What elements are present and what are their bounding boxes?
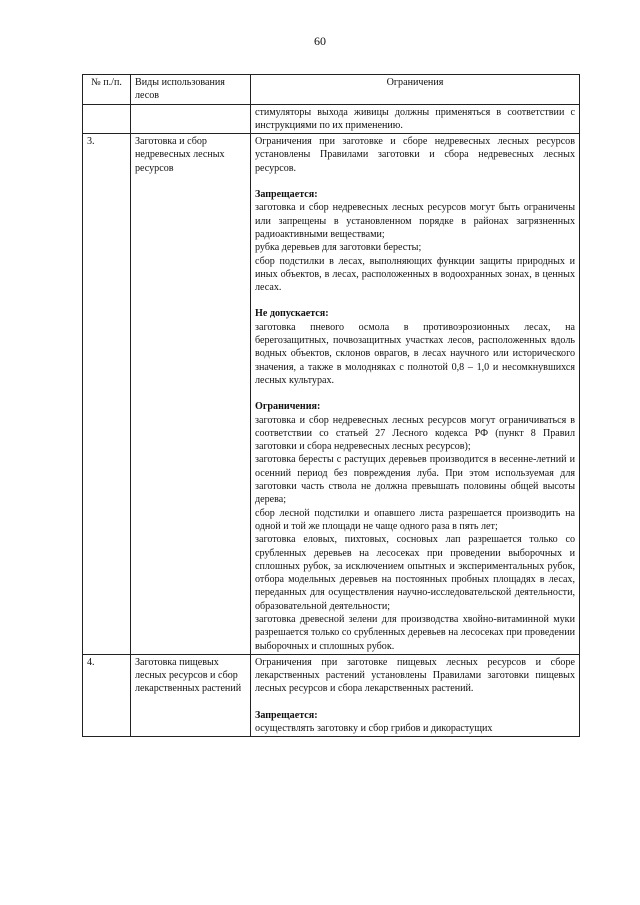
not-allowed-heading: Не допускается: — [255, 308, 329, 320]
prohibited-heading: Запрещается: — [255, 189, 318, 201]
header-number: № п./п. — [83, 75, 131, 105]
row-limits — [251, 654, 580, 736]
restrictions-heading: Ограничения: — [255, 401, 321, 413]
cell-empty — [131, 104, 251, 134]
continuation-text: стимуляторы выхода живицы должны применяться в соответствии с инструкциями по их применению. — [251, 104, 580, 134]
page-number: 60 — [314, 34, 326, 48]
list-item: осуществлять заготовку и сбор грибов и дикорастущих — [255, 723, 493, 735]
row-use-type: Заготовка пищевых лесных ресурсов и сбор лекарственных растений — [131, 654, 251, 736]
list-item: заготовка пневого осмола в противоэрозионных лесах, на берегозащитных, почвозащитных участках лесов, расположенных вдоль водных объектов, склонов оврагов, в лесах научного или исторического значения, а также в молодняках с полнотой 0,8 – 1,0 и несомкнувшихся лесных культурах. — [255, 321, 575, 386]
list-item: рубка деревьев для заготовки бересты; — [255, 242, 422, 254]
restrictions-table — [82, 74, 580, 737]
cell-empty — [83, 104, 131, 134]
row-limits — [251, 134, 580, 655]
list-item: заготовка и сбор недревесных лесных ресурсов могут ограничиваться в соответствии со статьей 27 Лесного кодекса РФ (пункт 8 Правил заготовки и сбора недревесных лесных ресурсов); — [255, 414, 575, 453]
prohibited-heading: Запрещается: — [255, 709, 318, 721]
list-item: сбор лесной подстилки и опавшего листа разрешается производить на одной и той же площади не чаще одного раза в пять лет; — [255, 507, 575, 532]
table-row-4 — [83, 654, 580, 736]
list-item: заготовка бересты с растущих деревьев производится в весенне-летний и осенний период без повреждения луба. При этом используемая для заготовки часть ствола не должна превышать половины общей высоты дерева; — [255, 454, 575, 506]
list-item: заготовка древесной зелени для производства хвойно-витаминной муки разрешается только со срубленных деревьев на лесосеках при проведении выборочных и сплошных рубок. — [255, 613, 575, 652]
table-header-row — [83, 75, 580, 105]
list-item: заготовка и сбор недревесных лесных ресурсов могут быть ограничены или запрещены в установленном порядке в районах загрязненных радиоактивными веществами; — [255, 202, 575, 240]
row-number: 3. — [83, 134, 131, 655]
row-use-type: Заготовка и сбор недревесных лесных ресурсов — [131, 134, 251, 655]
intro-paragraph: Ограничения при заготовке и сборе недревесных лесных ресурсов установлены Правилами заготовки и сбора недревесных лесных ресурсов. — [255, 136, 575, 174]
list-item: заготовка еловых, пихтовых, сосновых лап разрешается только со срубленных деревьев на лесосеках при проведении выборочных и сплошных рубок, за исключением опытных и экспериментальных рубок, отбора модельных деревьев на постоянных пробных площадях в лесах, переданных для осуществления научно-исследовательской деятельности, образовательной деятельности; — [255, 534, 575, 612]
header-use-type: Виды использования лесов — [131, 75, 251, 105]
table-row-3 — [83, 134, 580, 655]
table-row-continuation — [83, 104, 580, 134]
list-item: сбор подстилки в лесах, выполняющих функции защиты природных и иных объектов, в лесах, расположенных в водоохранных зонах, в ценных лесах. — [255, 255, 575, 294]
intro-paragraph: Ограничения при заготовке пищевых лесных ресурсов и сборе лекарственных растений установлены Правилами заготовки пищевых лесных ресурсов и сбора лекарственных растений. — [255, 656, 575, 695]
row-number: 4. — [83, 654, 131, 736]
header-limits: Ограничения — [251, 75, 580, 105]
